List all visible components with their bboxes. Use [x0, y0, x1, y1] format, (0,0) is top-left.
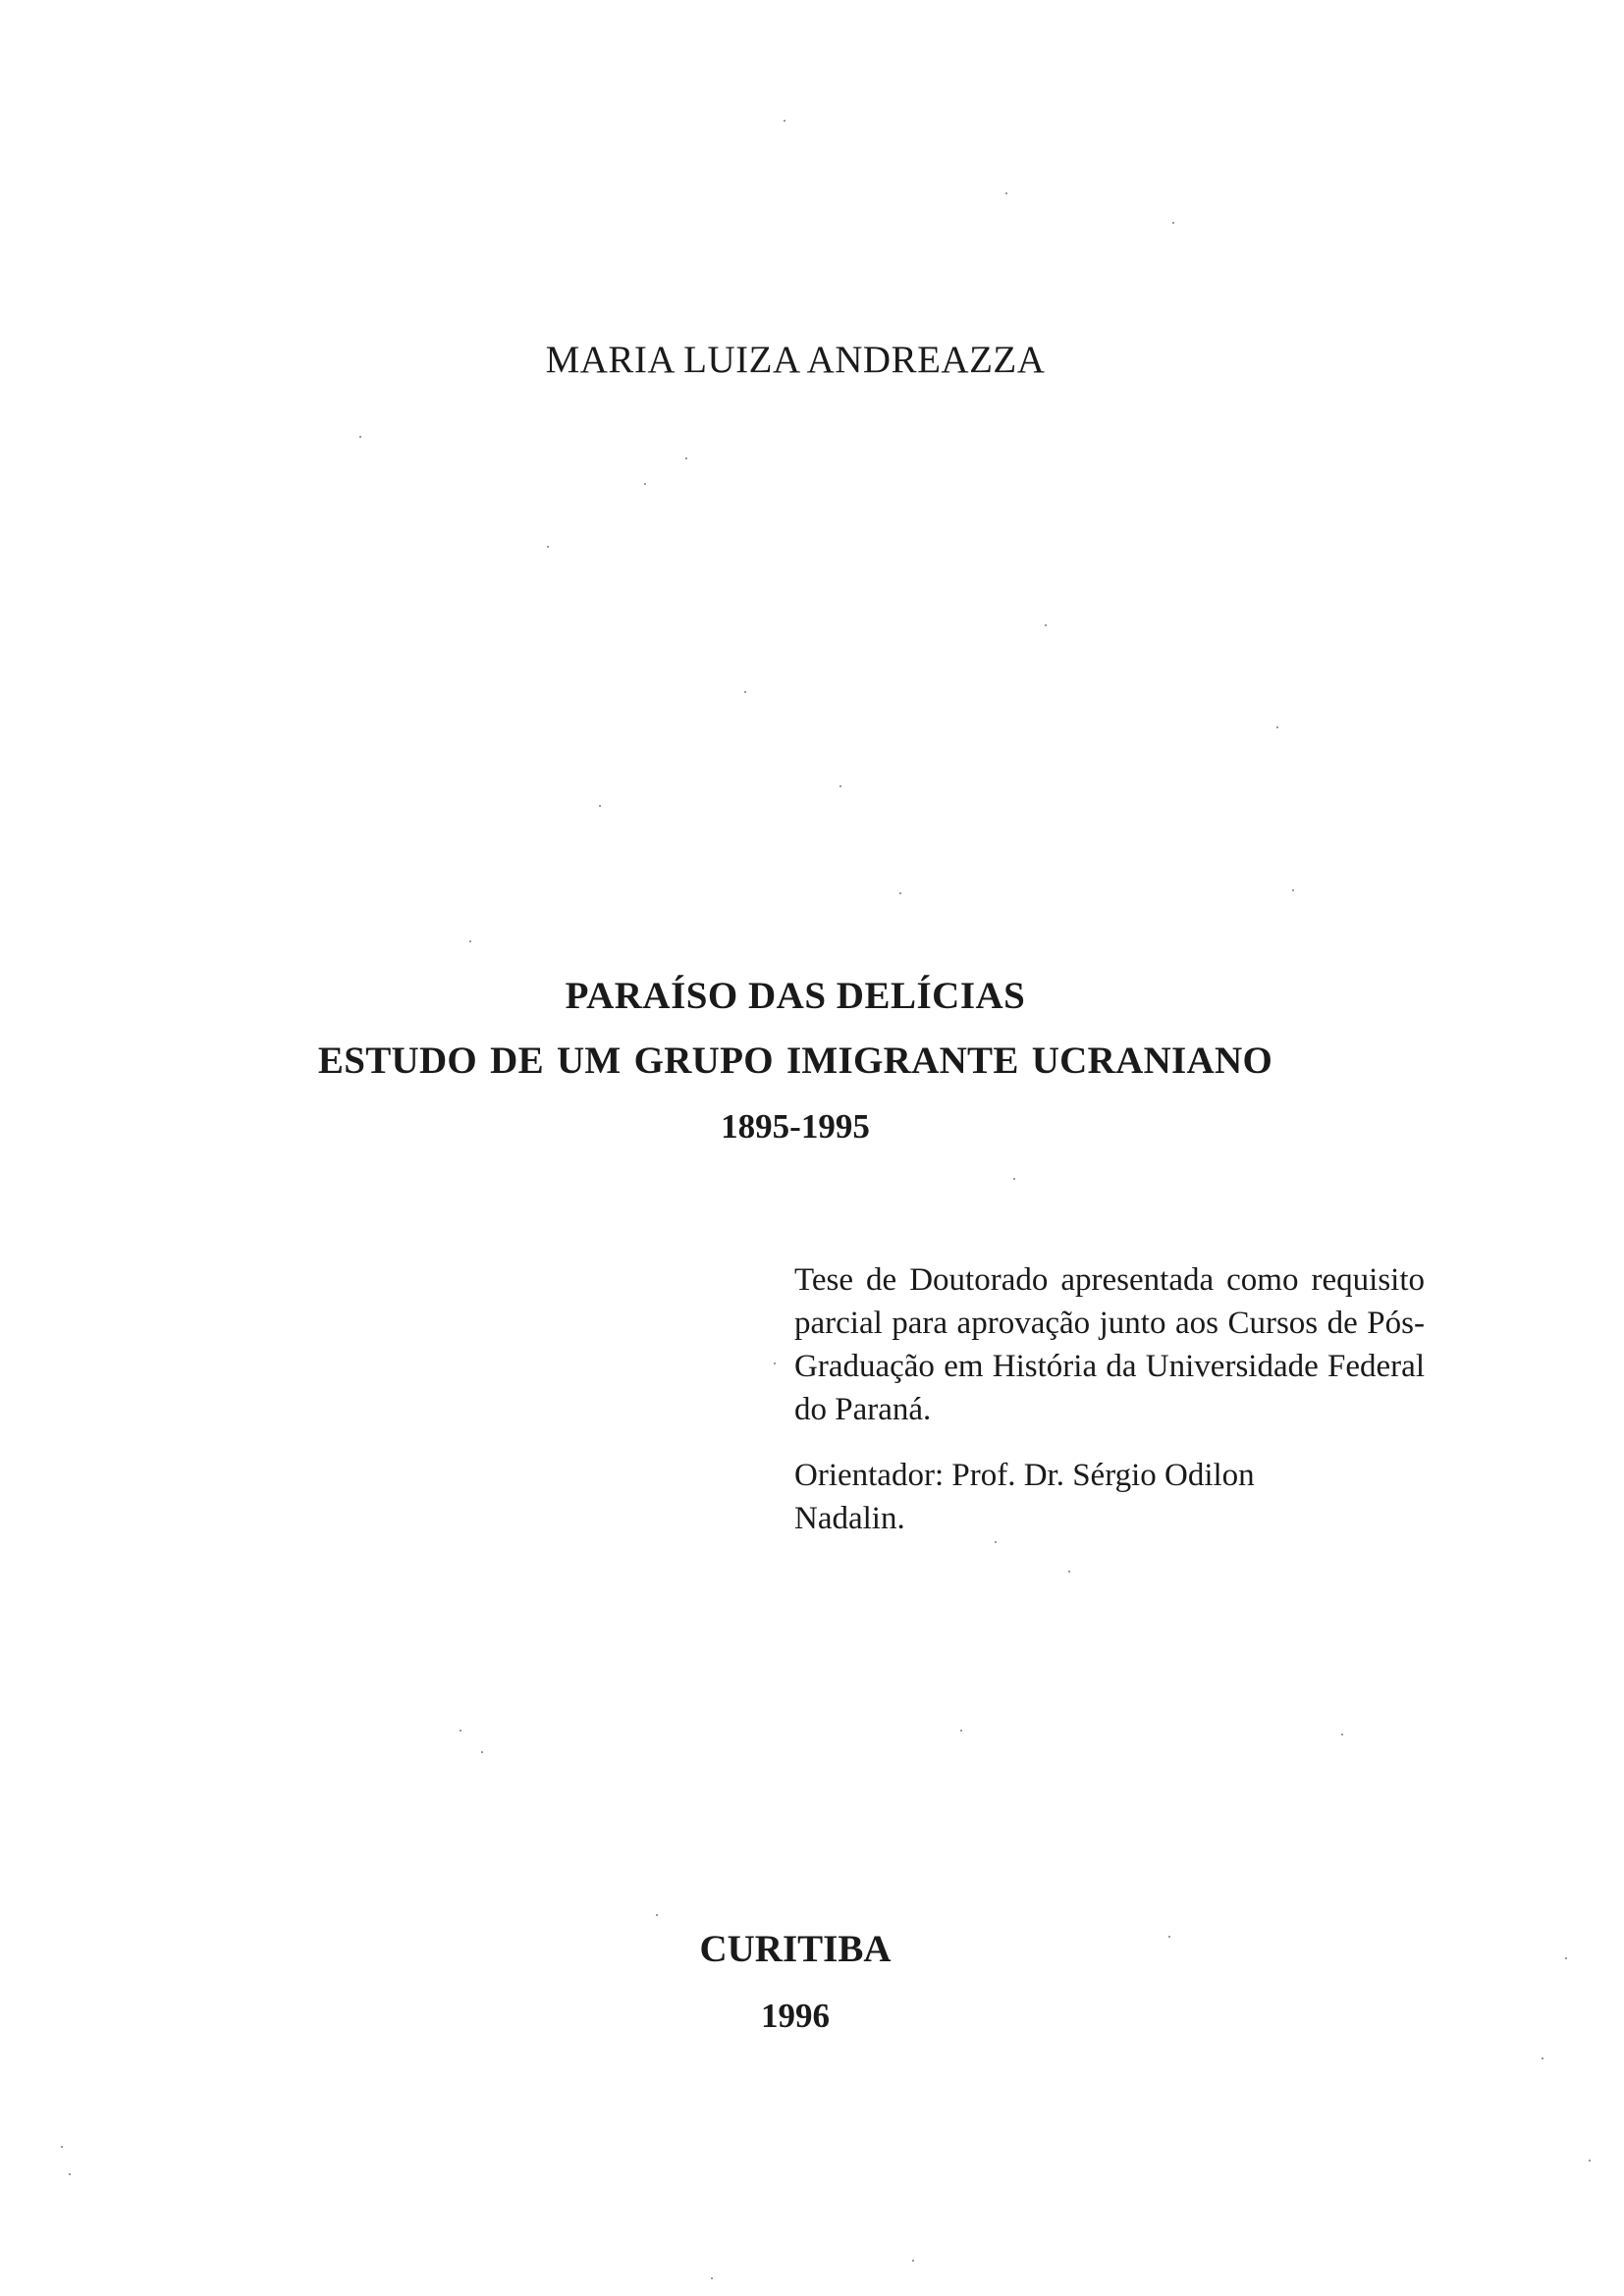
scan-speck	[656, 1914, 658, 1916]
scan-speck	[61, 2146, 63, 2148]
advisor-line-1: Orientador: Prof. Dr. Sérgio Odilon	[794, 1458, 1255, 1493]
thesis-period: 1895-1995	[721, 1107, 870, 1146]
scan-speck	[1542, 2057, 1543, 2059]
scan-speck	[1589, 2160, 1591, 2162]
place-of-publication: CURITIBA	[699, 1928, 892, 1970]
scan-speck	[460, 1730, 461, 1732]
scan-speck	[547, 546, 549, 548]
advisor-line-2: Nadalin.	[794, 1501, 905, 1536]
scan-speck	[744, 691, 746, 693]
scan-speck	[1341, 1734, 1343, 1735]
scan-speck	[1013, 1178, 1015, 1180]
scan-speck	[1565, 1957, 1567, 1959]
scan-speck	[784, 120, 785, 122]
scan-speck	[685, 457, 687, 459]
scan-speck	[1068, 1571, 1070, 1573]
scan-speck	[359, 436, 361, 438]
scan-speck	[1045, 624, 1047, 626]
scan-speck	[1168, 1936, 1170, 1938]
advisor-block	[794, 1454, 1344, 1540]
thesis-title: PARAÍSO DAS DELÍCIAS	[565, 975, 1026, 1017]
scan-speck	[481, 1751, 483, 1753]
thesis-subtitle: ESTUDO DE UM GRUPO IMIGRANTE UCRANIANO	[317, 1040, 1273, 1082]
scan-speck	[599, 805, 601, 807]
scan-speck	[1292, 889, 1294, 891]
scan-speck	[899, 892, 901, 894]
publication-year: 1996	[761, 1997, 830, 2035]
thesis-description: Tese de Doutorado apresentada como requisito parcial para aprovação junto aos Cursos de Pós-Graduação em História da Universidade Federal do Paraná.	[794, 1262, 1425, 1427]
scan-speck	[1172, 222, 1174, 224]
scan-speck	[644, 483, 646, 485]
scan-speck	[839, 785, 841, 787]
scan-speck	[995, 1541, 997, 1543]
scan-speck	[1276, 726, 1278, 728]
scan-speck	[711, 2277, 713, 2279]
author-name: MARIA LUIZA ANDREAZZA	[545, 339, 1046, 381]
scan-speck	[69, 2173, 71, 2175]
scan-speck	[469, 940, 471, 942]
scan-speck	[1005, 192, 1007, 194]
scan-speck	[912, 2260, 914, 2262]
scan-speck	[774, 1362, 776, 1364]
scan-speck	[960, 1730, 962, 1732]
